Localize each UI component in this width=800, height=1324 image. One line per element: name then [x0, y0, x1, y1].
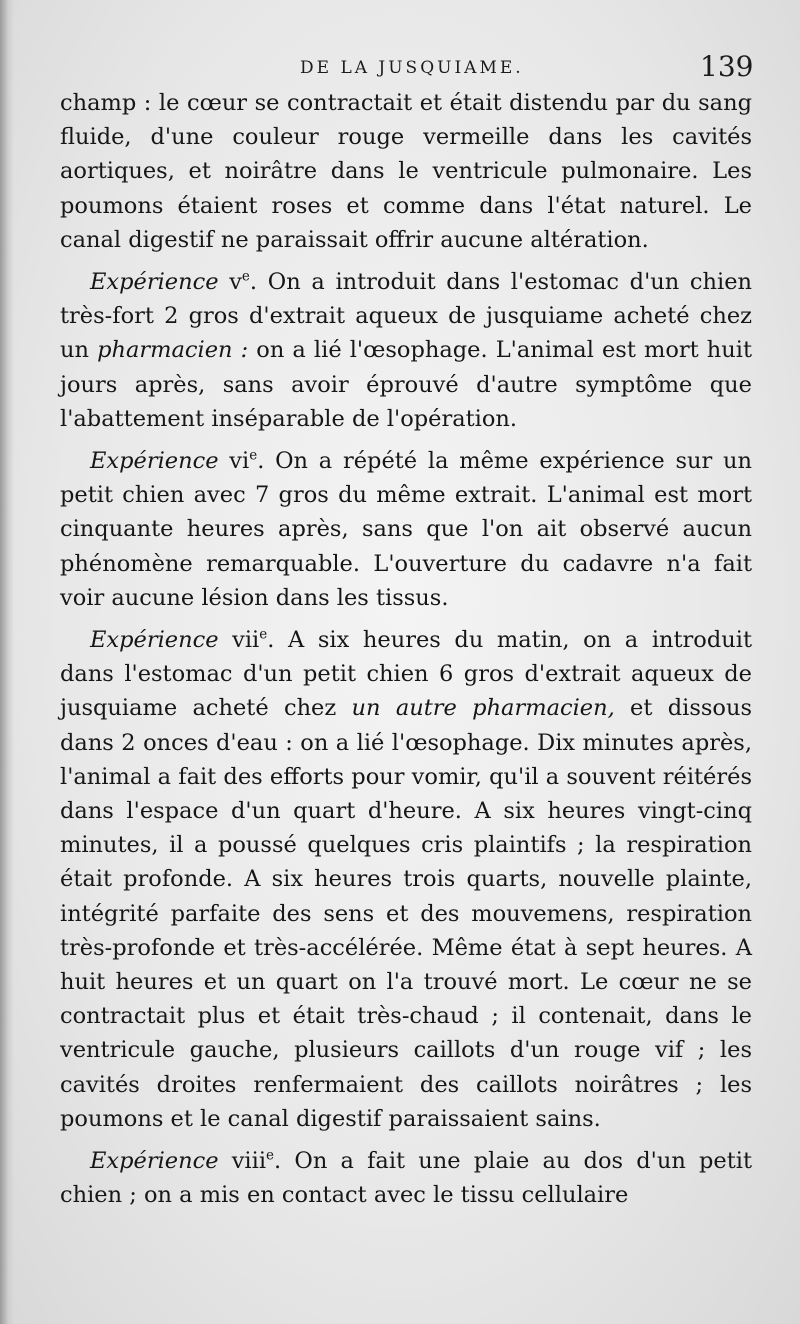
experience-number-suffix: e	[249, 447, 258, 464]
experience-label: Expérience	[90, 627, 219, 654]
paragraph-text: . On a fait une plaie au dos d'un petit chien ; on a mis en contact avec le tissu cellulaire	[60, 1148, 752, 1209]
paragraph-text: on a lié l'œsophage. L'animal est mort huit jours après, sans avoir éprouvé d'autre symptôme que l'abattement inséparable de l'opération.	[60, 337, 752, 432]
experience-label: Expérience	[90, 448, 219, 475]
paragraph-text: . A six heures du matin, on a introduit dans l'estomac d'un petit chien 6 gros d'extrait aqueux de jusquiame acheté chez	[60, 627, 752, 722]
page-number: 139	[700, 50, 754, 83]
page-gutter-shadow	[0, 0, 14, 1324]
paragraph-text: . On a introduit dans l'estomac d'un chien très-fort 2 gros d'extrait aqueux de jusquiame acheté chez un	[60, 269, 753, 364]
body-text	[60, 86, 752, 1213]
experience-number: v	[229, 269, 242, 296]
experience-label: Expérience	[90, 1148, 219, 1175]
paragraph-experience-7	[60, 623, 752, 1136]
paragraph-text: . On a répété la même expérience sur un petit chien avec 7 gros du même extrait. L'animal est mort cinquante heures après, sans que l'on ait observé aucun phénomène remarquable. L'ouverture du cadavre n'a fait voir aucune lésion dans les tissus.	[60, 448, 753, 611]
italic-phrase: un autre pharmacien,	[351, 695, 615, 722]
experience-number: viii	[231, 1148, 267, 1175]
paragraph-experience-8	[60, 1144, 752, 1212]
experience-number: vi	[229, 448, 250, 475]
paragraph-text: et dissous dans 2 onces d'eau : on a lié l'œsophage. Dix minutes après, l'animal a fait des efforts pour vomir, qu'il a souvent réitérés dans l'espace d'un quart d'heure. A six heures vingt-cinq minutes, il a poussé quelques cris plaintifs ; la respiration était profonde. A six heures trois quarts, nouvelle plainte, intégrité parfaite des sens et des mouvemens, respiration très-profonde et très-accélérée. Même état à sept heures. A huit heures et un quart on l'a trouvé mort. Le cœur ne se contractait plus et était très-chaud ; il contenait, dans le ventricule gauche, plusieurs caillots d'un rouge vif ; les cavités droites renfermaient des caillots noirâtres ; les poumons et le canal digestif paraissaient sains.	[60, 695, 753, 1132]
experience-number-suffix: e	[241, 268, 250, 285]
running-title: DE LA JUSQUIAME.	[300, 58, 524, 78]
paragraph-experience-5	[60, 265, 752, 436]
paragraph-experience-6	[60, 444, 752, 615]
experience-number-suffix: e	[259, 626, 268, 643]
experience-number-suffix: e	[266, 1147, 275, 1164]
experience-label: Expérience	[90, 269, 219, 296]
paragraph-continuation: champ : le cœur se contractait et était distendu par du sang fluide, d'une couleur rouge vermeille dans les cavités aortiques, et noirâtre dans le ventricule pulmonaire. Les poumons étaient roses et comme dans l'état naturel. Le canal digestif ne paraissait offrir aucune altération.	[60, 90, 752, 253]
page-header	[0, 48, 800, 88]
experience-number: vii	[232, 627, 260, 654]
italic-phrase: pharmacien :	[97, 337, 249, 364]
